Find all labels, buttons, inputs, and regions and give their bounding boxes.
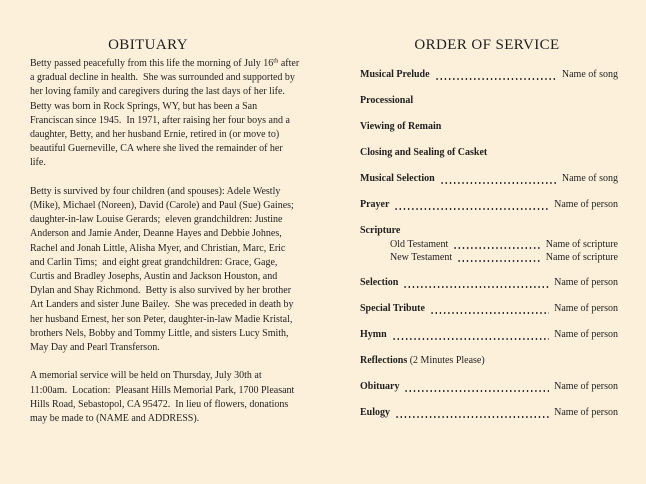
dot-leader bbox=[440, 182, 557, 184]
obituary-line: Betty is survived by four children (and spouses): Adele Westly bbox=[30, 185, 281, 197]
service-item-scripture bbox=[360, 224, 618, 238]
dot-leader bbox=[457, 260, 541, 262]
service-item-value: Name of scripture bbox=[545, 252, 618, 263]
service-item-label: Hymn bbox=[360, 329, 387, 340]
scripture-sub-items bbox=[360, 238, 618, 264]
service-item-label: Selection bbox=[360, 277, 399, 288]
service-item-value: Name of person bbox=[554, 329, 618, 340]
dot-leader bbox=[453, 247, 541, 249]
dot-leader bbox=[395, 416, 549, 418]
service-item-reflections bbox=[360, 354, 618, 368]
service-item-musical-selection bbox=[360, 172, 618, 186]
obituary-text bbox=[30, 57, 320, 440]
service-item-value: Name of scripture bbox=[545, 239, 618, 250]
obituary-line: brothers Nels, Bobby and Tommy Little, and sisters Lucy Smith, bbox=[30, 327, 289, 339]
service-item-closing-and-sealing-of-casket bbox=[360, 146, 618, 160]
obituary-title: OBITUARY bbox=[108, 37, 188, 53]
obituary-paragraph-1 bbox=[30, 57, 320, 171]
service-item-label: Viewing of Remain bbox=[360, 121, 442, 132]
service-item-value: Name of person bbox=[554, 277, 618, 288]
obituary-line: life. bbox=[30, 157, 46, 169]
obituary-line: Rachel and Jonah Little, Alisha Myer, and Christian, Marc, Eric bbox=[30, 242, 286, 254]
obituary-line: Hills Road, Sebastopol, CA 95472. In lieu of flowers, donations bbox=[30, 398, 289, 410]
obituary-line: may be made to (NAME and ADDRESS). bbox=[30, 413, 200, 425]
service-item-label: Old Testament bbox=[390, 239, 449, 250]
service-item-hymn bbox=[360, 328, 618, 342]
service-item-label: Musical Selection bbox=[360, 173, 435, 184]
service-item-value: Name of person bbox=[554, 199, 618, 210]
service-item-value: Name of song bbox=[561, 173, 618, 184]
service-item-label: Scripture bbox=[360, 225, 401, 236]
obituary-line: Betty passed peacefully from this life the morning of July 16th after bbox=[30, 57, 300, 69]
service-item-selection bbox=[360, 276, 618, 290]
obituary-line: A memorial service will be held on Thursday, July 30th at bbox=[30, 370, 262, 382]
service-item-label: Special Tribute bbox=[360, 303, 425, 314]
dot-leader bbox=[435, 78, 557, 80]
obituary-line: beautiful Guerneville, CA where she lived the remainder of her bbox=[30, 143, 283, 155]
service-item-musical-prelude bbox=[360, 68, 618, 82]
obituary-line: her husband Ernest, her son Peter, daughter-in-law Madie Kristal, bbox=[30, 313, 293, 325]
service-item-label: Reflections bbox=[360, 355, 408, 366]
service-item-label: Prayer bbox=[360, 199, 390, 210]
dot-leader bbox=[430, 312, 549, 314]
dot-leader bbox=[392, 338, 549, 340]
obituary-line: Dylan and Shay Richmond. Betty is also survived by her brother bbox=[30, 285, 292, 297]
service-item-prayer bbox=[360, 198, 618, 212]
service-item-label: Obituary bbox=[360, 381, 400, 392]
obituary-line: Franciscan since 1945. In 1971, after raising her four boys and a bbox=[30, 114, 290, 126]
service-item-processional bbox=[360, 94, 618, 108]
service-item-label: Processional bbox=[360, 95, 414, 106]
obituary-paragraph-3 bbox=[30, 369, 320, 426]
obituary-line: 11:00am. Location: Pleasant Hills Memorial Park, 1700 Pleasant bbox=[30, 384, 295, 396]
obituary-line: a gradual decline in health. She was surrounded and supported by bbox=[30, 72, 295, 84]
obituary-paragraph-2 bbox=[30, 185, 320, 355]
obituary-line: Anderson and Jamie Ander, Deanne Hayes and Debbie Johnes, bbox=[30, 228, 282, 240]
service-item-label: Closing and Sealing of Casket bbox=[360, 147, 488, 158]
obituary-line: Art Landers and sister June Bailey. She was preceded in death by bbox=[30, 299, 294, 311]
dot-leader bbox=[403, 286, 549, 288]
service-item-value: Name of person bbox=[554, 407, 618, 418]
obituary-line: daughter, Betty, and her husband Ernie, retired in (or move to) bbox=[30, 129, 280, 141]
service-item-label: New Testament bbox=[390, 252, 453, 263]
service-sub-item-old-testament bbox=[360, 238, 618, 251]
obituary-line: daughter-in-law Louise Gerards; eleven grandchildren: Justine bbox=[30, 214, 283, 226]
service-item-value: Name of person bbox=[554, 303, 618, 314]
obituary-line: and Carlin Tims; and eight great grandchildren: Grace, Gage, bbox=[30, 256, 278, 268]
service-item-obituary bbox=[360, 380, 618, 394]
dot-leader bbox=[394, 208, 549, 210]
order-of-service-title: ORDER OF SERVICE bbox=[414, 37, 560, 53]
obituary-line: Betty was born in Rock Springs, WY, but has been a San bbox=[30, 100, 258, 112]
service-item-label: Musical Prelude bbox=[360, 69, 430, 80]
obituary-line: Curtis and Bradley Josephs, Austin and Jackson Houston, and bbox=[30, 271, 278, 283]
dot-leader bbox=[404, 390, 549, 392]
order-of-service-list bbox=[360, 68, 618, 432]
service-sub-item-new-testament bbox=[360, 251, 618, 264]
obituary-line: May Day and Pearl Transferson. bbox=[30, 342, 160, 354]
service-item-value: Name of song bbox=[561, 69, 618, 80]
service-item-value: Name of person bbox=[554, 381, 618, 392]
obituary-line: (Mike), Michael (Noreen), David (Carole) and Paul (Sue) Gaines; bbox=[30, 200, 294, 212]
service-item-special-tribute bbox=[360, 302, 618, 316]
service-item-label: Eulogy bbox=[360, 407, 391, 418]
obituary-line: her loving family and caregivers during the last days of her life. bbox=[30, 86, 285, 98]
service-item-eulogy bbox=[360, 406, 618, 420]
service-item-viewing-of-remain bbox=[360, 120, 618, 134]
service-item-note: (2 Minutes Please) bbox=[407, 355, 485, 366]
